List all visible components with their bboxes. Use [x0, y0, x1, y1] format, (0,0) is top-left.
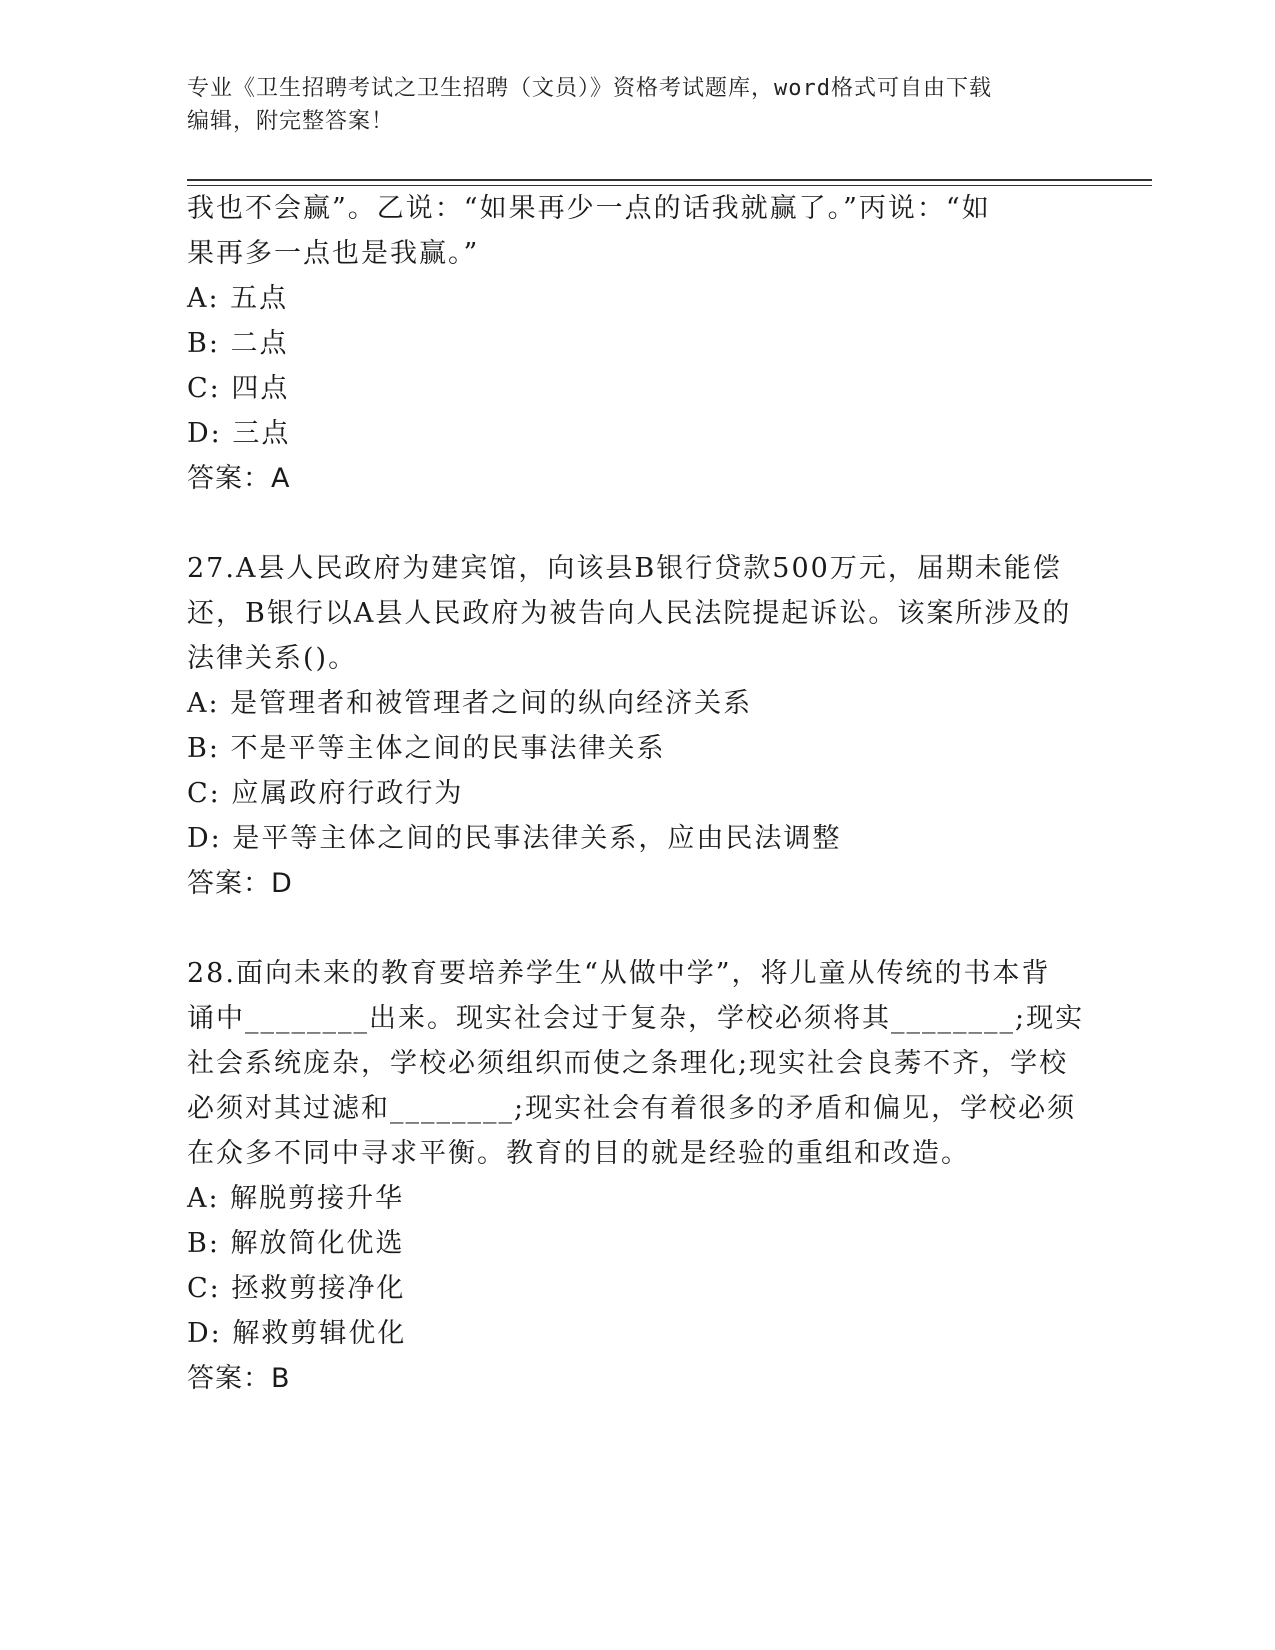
header-divider-thick — [187, 179, 1152, 181]
document-body — [187, 186, 1087, 1401]
header-line-1: 专业《卫生招聘考试之卫生招聘（文员）》资格考试题库，word格式可自由下载 — [187, 76, 992, 101]
option-b: B: 不是平等主体之间的民事法律关系 — [187, 733, 666, 764]
question-stem-line: 必须对其过滤和________;现实社会有着很多的矛盾和偏见，学校必须 — [187, 1093, 1077, 1124]
header-line-2: 编辑，附完整答案！ — [187, 109, 395, 134]
option-d: D: 解救剪辑优化 — [187, 1318, 407, 1349]
question-stem-line: 27.A县人民政府为建宾馆，向该县B银行贷款500万元，届期未能偿 — [187, 553, 1062, 584]
question-stem-line: 在众多不同中寻求平衡。教育的目的就是经验的重组和改造。 — [187, 1138, 970, 1169]
option-b: B: 二点 — [187, 328, 289, 359]
question-26 — [187, 186, 1087, 501]
question-stem-line: 我也不会赢”。乙说：“如果再少一点的话我就赢了。”丙说：“如 — [187, 193, 991, 224]
option-d: D: 是平等主体之间的民事法律关系，应由民法调整 — [187, 823, 842, 854]
spacer — [187, 501, 1087, 546]
spacer — [187, 906, 1087, 951]
option-b: B: 解放简化优选 — [187, 1228, 405, 1259]
question-stem-line: 社会系统庞杂，学校必须组织而使之条理化;现实社会良莠不齐，学校 — [187, 1048, 1069, 1079]
answer-line: 答案：B — [187, 1363, 291, 1394]
document-header — [187, 72, 1067, 138]
option-a: A: 解脱剪接升华 — [187, 1183, 405, 1214]
answer-line: 答案：D — [187, 868, 293, 899]
option-a: A: 是管理者和被管理者之间的纵向经济关系 — [187, 688, 753, 719]
question-stem-line: 诵中________出来。现实社会过于复杂，学校必须将其________;现实 — [187, 1003, 1085, 1034]
option-c: C: 应属政府行政行为 — [187, 778, 464, 809]
option-c: C: 拯救剪接净化 — [187, 1273, 406, 1304]
option-c: C: 四点 — [187, 373, 290, 404]
question-stem-line: 果再多一点也是我赢。” — [187, 238, 480, 269]
question-stem-line: 28.面向未来的教育要培养学生“从做中学”，将儿童从传统的书本背 — [187, 958, 1051, 989]
question-stem-line: 法律关系()。 — [187, 643, 358, 674]
answer-line: 答案：A — [187, 463, 291, 494]
question-28 — [187, 951, 1087, 1401]
option-a: A: 五点 — [187, 283, 289, 314]
option-d: D: 三点 — [187, 418, 291, 449]
question-27 — [187, 546, 1087, 906]
question-stem-line: 还，B银行以A县人民政府为被告向人民法院提起诉讼。该案所涉及的 — [187, 598, 1072, 629]
